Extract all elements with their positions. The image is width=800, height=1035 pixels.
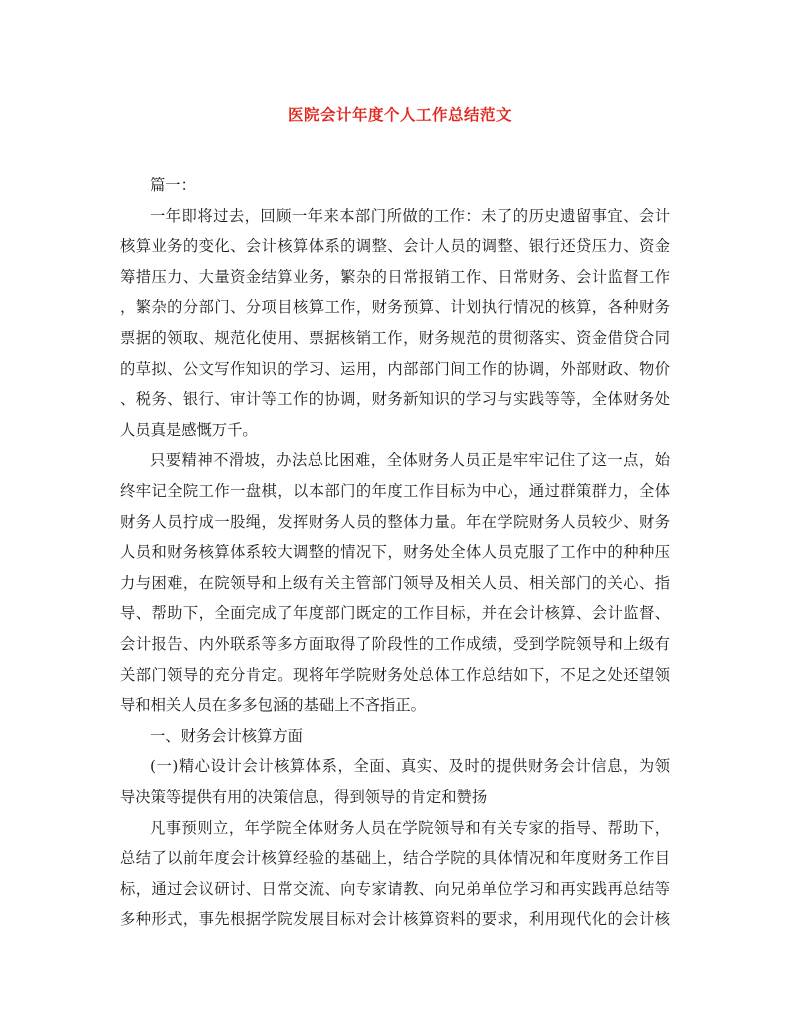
body-line: 力与困难，在院领导和上级有关主管部门领导及相关人员、相关部门的关心、指 <box>120 574 670 592</box>
body-line: 筹措压力、大量资金结算业务，繁杂的日常报销工作、日常财务、会计监督工作 <box>120 268 670 286</box>
body-line: 人员和财务核算体系较大调整的情况下，财务处全体人员克服了工作中的种种压 <box>120 543 670 561</box>
body-line: 凡事预则立，年学院全体财务人员在学院领导和有关专家的指导、帮助下， <box>150 819 670 837</box>
body-line: 一年即将过去，回顾一年来本部门所做的工作：未了的历史遗留事宜、会计 <box>150 207 670 225</box>
body-line: 多种形式，事先根据学院发展目标对会计核算资料的要求，利用现代化的会计核 <box>120 910 670 928</box>
body-line: 财务人员拧成一股绳，发挥财务人员的整体力量。年在学院财务人员较少、财务 <box>120 513 670 531</box>
body-line: 导和相关人员在多多包涵的基础上不吝指正。 <box>120 696 426 714</box>
body-line: (一)精心设计会计核算体系，全面、真实、及时的提供财务会计信息，为领 <box>150 757 670 775</box>
body-line: 票据的领取、规范化使用、票据核销工作，财务规范的贯彻落实、资金借贷合同 <box>120 329 670 347</box>
body-line: ，繁杂的分部门、分项目核算工作，财务预算、计划执行情况的核算，各种财务 <box>120 298 670 316</box>
body-line: 篇一： <box>150 176 196 194</box>
body-line: 、税务、银行、审计等工作的协调，财务新知识的学习与实践等等，全体财务处 <box>120 390 670 408</box>
body-line: 的草拟、公文写作知识的学习、运用，内部部门间工作的协调，外部财政、物价 <box>120 360 670 378</box>
body-line: 一、财务会计核算方面 <box>150 727 303 745</box>
body-line: 关部门领导的充分肯定。现将年学院财务处总体工作总结如下，不足之处还望领 <box>120 666 670 684</box>
body-line: 导、帮助下，全面完成了年度部门既定的工作目标，并在会计核算、会计监督、 <box>120 604 670 622</box>
body-line: 只要精神不滑坡，办法总比困难，全体财务人员正是牢牢记住了这一点，始 <box>150 451 670 469</box>
body-line: 人员真是感慨万千。 <box>120 421 258 439</box>
body-line: 终牢记全院工作一盘棋，以本部门的年度工作目标为中心，通过群策群力，全体 <box>120 482 670 500</box>
body-line: 总结了以前年度会计核算经验的基础上，结合学院的具体情况和年度财务工作目 <box>120 849 670 867</box>
body-line: 会计报告、内外联系等多方面取得了阶段性的工作成绩，受到学院领导和上级有 <box>120 635 670 653</box>
document-title: 医院会计年度个人工作总结范文 <box>287 105 512 124</box>
body-line: 核算业务的变化、会计核算体系的调整、会计人员的调整、银行还贷压力、资金 <box>120 237 670 255</box>
body-line: 标，通过会议研讨、日常交流、向专家请教、向兄弟单位学习和再实践再总结等 <box>120 880 670 898</box>
body-line: 导决策等提供有用的决策信息，得到领导的肯定和赞扬 <box>120 788 488 806</box>
